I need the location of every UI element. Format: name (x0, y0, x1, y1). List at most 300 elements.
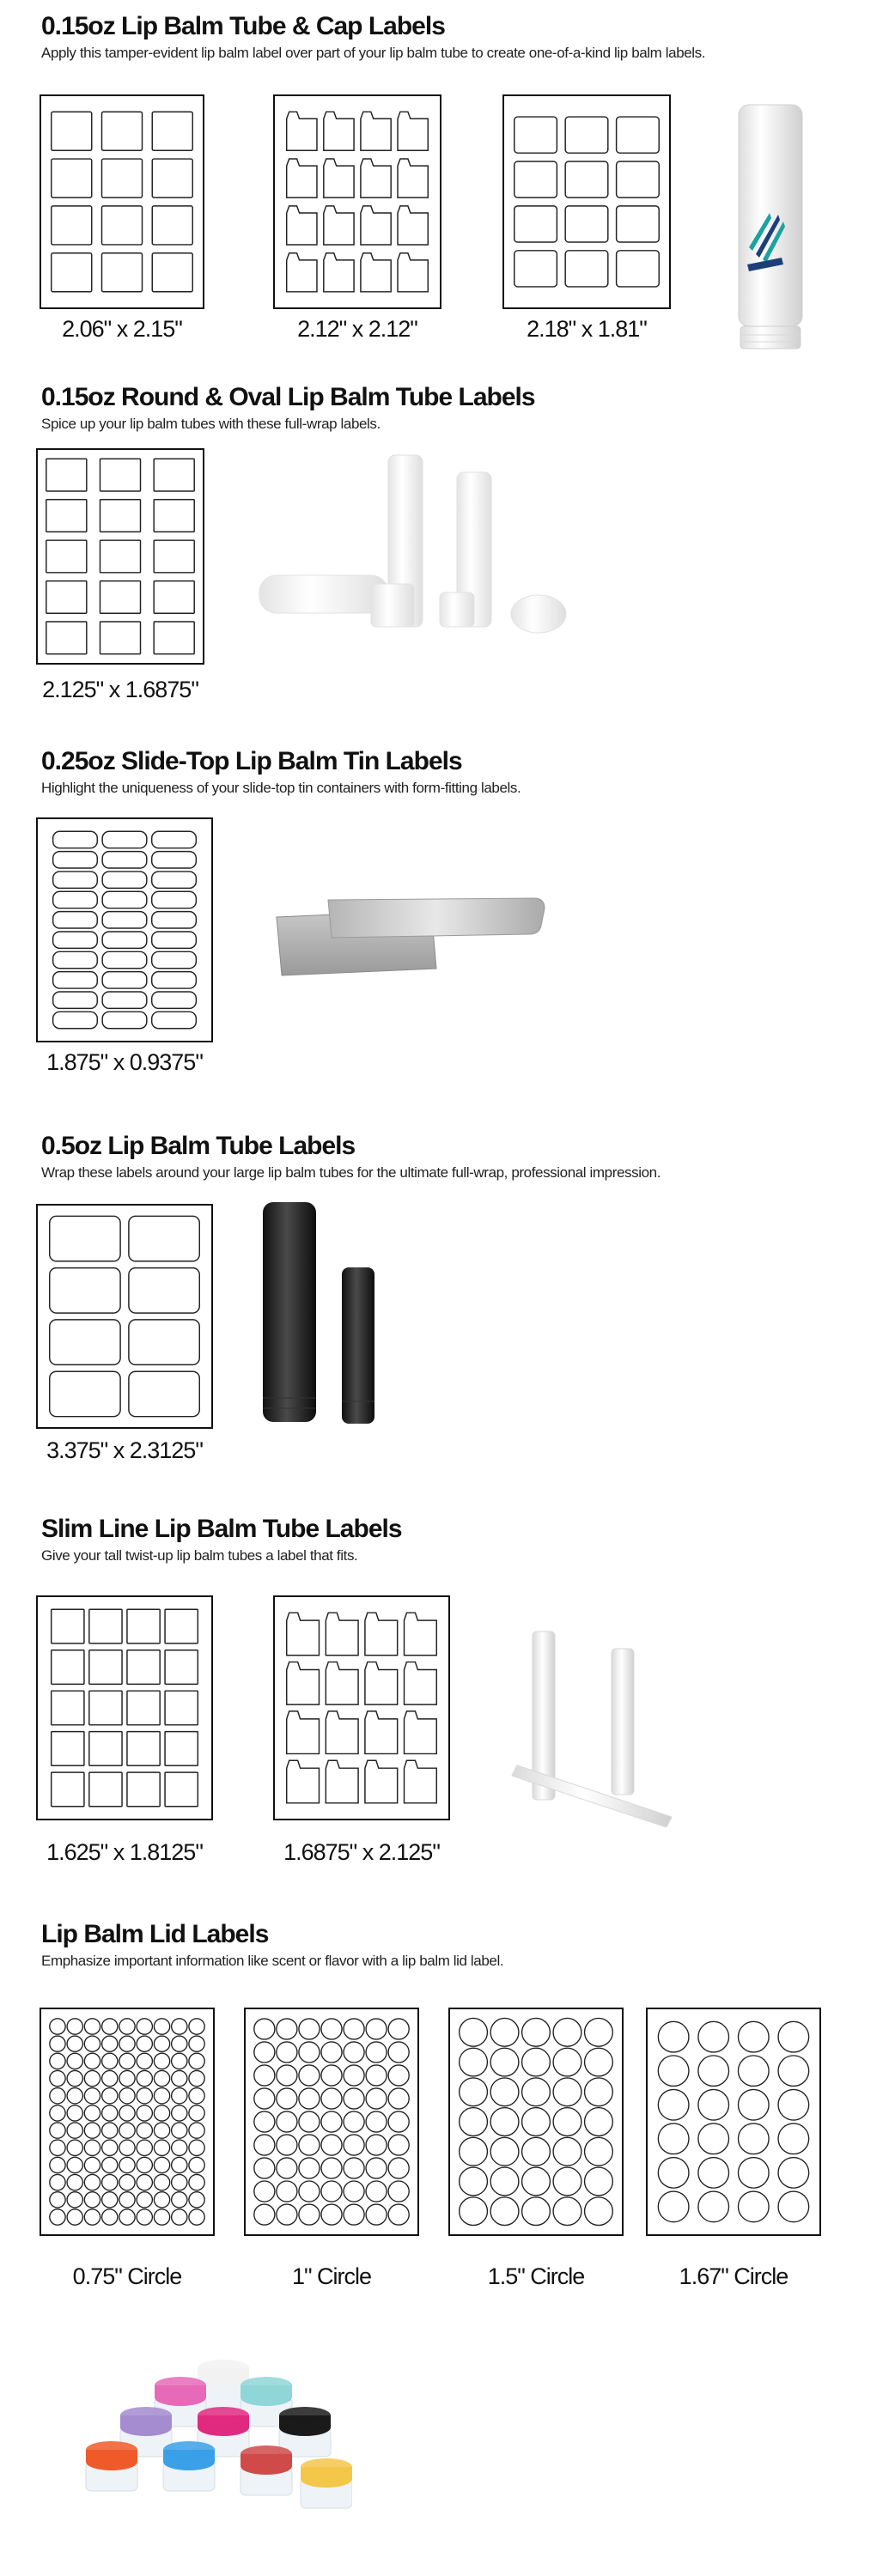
label-cell (100, 540, 140, 573)
label-cell (778, 2191, 809, 2222)
label-cell (84, 2088, 100, 2104)
label-cell (522, 2078, 551, 2106)
label-cell (154, 581, 194, 614)
label-cell (698, 2191, 729, 2222)
label-sheet-2.18x1.81 (502, 94, 671, 309)
section-slim-line (41, 1515, 866, 1564)
label-cell (277, 2019, 297, 2039)
label-cell (405, 1711, 437, 1754)
label-cell (388, 2135, 409, 2155)
label-cell (154, 2123, 169, 2138)
label-cell (189, 2105, 204, 2121)
label-cell (154, 2019, 169, 2034)
label-cell (137, 2192, 152, 2208)
label-cell (154, 2140, 169, 2155)
label-cell (287, 1760, 320, 1803)
label-cell (490, 2078, 519, 2106)
label-cell (102, 112, 143, 150)
section-description: Highlight the uniqueness of your slide-top tin containers with form-fitting labels. (41, 780, 521, 796)
label-sheet-2.125x1.6875 (36, 448, 204, 665)
label-cell (84, 2019, 100, 2034)
label-cell (102, 831, 147, 848)
label-cell (102, 2036, 118, 2051)
label-cell (53, 951, 98, 968)
label-cell (50, 2123, 65, 2138)
label-cell (102, 159, 143, 197)
label-cell (490, 2048, 519, 2076)
label-cell (165, 1732, 198, 1766)
white-lip-balm-tubes-image (242, 447, 586, 644)
label-cell (254, 2204, 275, 2225)
label-cell (287, 112, 317, 150)
label-cell (67, 2036, 82, 2051)
label-cell (154, 2209, 169, 2225)
label-cell (585, 2078, 613, 2106)
label-cell (53, 932, 98, 948)
label-cell (321, 2065, 342, 2086)
label-cell (698, 2123, 729, 2154)
label-cell (321, 2204, 342, 2225)
label-cell (52, 253, 92, 292)
label-sheet-1.67-circle (646, 2008, 821, 2236)
label-cell (324, 206, 354, 245)
label-cell (84, 2053, 100, 2069)
size-caption: 1.67" Circle (679, 2263, 788, 2289)
label-cell (490, 2167, 519, 2196)
label-cell (154, 2070, 169, 2086)
label-cell (658, 2056, 689, 2087)
label-cell (154, 622, 194, 654)
label-cell (89, 1650, 122, 1685)
label-cell (50, 2140, 65, 2155)
label-cell (154, 2088, 169, 2104)
label-cell (287, 159, 317, 197)
label-cell (344, 2158, 364, 2178)
label-cell (738, 2089, 769, 2120)
label-cell (344, 2135, 364, 2155)
label-cell (522, 2137, 551, 2166)
label-cell (172, 2019, 187, 2034)
label-cell (366, 2111, 387, 2132)
label-cell (321, 2158, 342, 2178)
label-cell (152, 831, 197, 848)
label-cell (324, 253, 354, 292)
section-description: Wrap these labels around your large lip balm tubes for the ultimate full-wrap, professional impression. (41, 1164, 661, 1181)
label-cell (137, 2019, 152, 2034)
label-cell (366, 2065, 387, 2086)
label-cell (53, 972, 98, 988)
label-cell (698, 2089, 729, 2120)
label-cell (46, 581, 87, 614)
label-cell (344, 2065, 364, 2086)
jar (240, 2445, 292, 2495)
label-cell (52, 1609, 84, 1643)
label-cell (778, 2056, 809, 2087)
label-cell (46, 540, 87, 573)
label-cell (84, 2209, 100, 2225)
label-cell (189, 2088, 204, 2104)
label-cell (102, 2140, 118, 2155)
label-cell (460, 2167, 488, 2196)
label-cell (152, 992, 197, 1008)
label-cell (67, 2123, 82, 2138)
label-cell (172, 2088, 187, 2104)
label-cell (152, 932, 197, 948)
label-cell (189, 2157, 204, 2172)
label-cell (129, 1216, 199, 1261)
label-cell (137, 2209, 152, 2225)
label-cell (100, 581, 140, 614)
label-cell (119, 2036, 135, 2051)
label-cell (67, 2174, 82, 2190)
label-cell (189, 2140, 204, 2155)
label-cell (585, 2167, 613, 2196)
label-cell (189, 2209, 204, 2225)
label-cell (366, 2181, 387, 2202)
label-cell (100, 500, 140, 532)
label-cell (189, 2036, 204, 2051)
label-cell (326, 1613, 358, 1656)
label-cell (172, 2123, 187, 2138)
label-cell (50, 1216, 120, 1261)
section-description: Emphasize important information like scent or flavor with a lip balm lid label. (41, 1953, 504, 1969)
label-cell (365, 1760, 398, 1803)
label-cell (119, 2174, 135, 2190)
label-cell (585, 2108, 613, 2136)
label-cell (172, 2036, 187, 2051)
label-cell (152, 253, 192, 292)
label-cell (344, 2181, 364, 2202)
label-cell (658, 2123, 689, 2154)
label-cell (67, 2088, 82, 2104)
label-cell (344, 2042, 364, 2063)
label-cell (154, 540, 194, 573)
label-cell (172, 2209, 187, 2225)
label-cell (460, 2078, 488, 2106)
label-cell (254, 2135, 275, 2155)
label-cell (344, 2088, 364, 2109)
label-cell (119, 2123, 135, 2138)
label-cell (172, 2140, 187, 2155)
label-cell (321, 2042, 342, 2063)
label-cell (460, 2197, 488, 2226)
label-cell (102, 2070, 118, 2086)
section-description: Apply this tamper-evident lip balm label over part of your lip balm tube to create one-of-a-kind lip balm labels. (41, 45, 706, 61)
size-caption: 2.125" x 1.6875" (42, 677, 198, 702)
label-cell (522, 2197, 551, 2226)
label-sheet-1.625x1.8125 (36, 1595, 213, 1820)
label-cell (102, 1012, 147, 1028)
label-sheet-1.875x0.9375 (36, 817, 213, 1042)
label-cell (287, 253, 317, 292)
label-cell (165, 1609, 198, 1643)
label-cell (119, 2192, 135, 2208)
label-cell (398, 159, 428, 197)
label-cell (50, 2157, 65, 2172)
label-cell (299, 2019, 320, 2039)
label-cell (287, 1711, 320, 1754)
label-cell (84, 2157, 100, 2172)
label-cell (361, 112, 391, 150)
label-cell (405, 1760, 437, 1803)
label-cell (490, 2197, 519, 2226)
label-cell (67, 2209, 82, 2225)
label-cell (84, 2140, 100, 2155)
label-sheet-2.12x2.12 (273, 94, 441, 309)
label-cell (172, 2174, 187, 2190)
label-cell (53, 831, 98, 848)
label-cell (299, 2204, 320, 2225)
label-cell (67, 2192, 82, 2208)
label-cell (658, 2021, 689, 2052)
label-cell (585, 2137, 613, 2166)
label-cell (53, 912, 98, 928)
label-cell (344, 2204, 364, 2225)
label-cell (119, 2070, 135, 2086)
label-cell (119, 2105, 135, 2121)
label-cell (738, 2123, 769, 2154)
label-cell (172, 2105, 187, 2121)
label-sheet-3.375x2.3125 (36, 1204, 213, 1429)
label-cell (137, 2123, 152, 2138)
label-cell (102, 253, 143, 292)
section-half-oz-tube (41, 1132, 866, 1182)
label-cell (172, 2192, 187, 2208)
label-cell (460, 2108, 488, 2136)
label-cell (127, 1691, 160, 1725)
label-cell (299, 2135, 320, 2155)
label-cell (102, 852, 147, 868)
label-cell (127, 1732, 160, 1766)
label-cell (89, 1609, 122, 1643)
label-cell (50, 2088, 65, 2104)
label-cell (53, 872, 98, 888)
label-cell (388, 2158, 409, 2178)
label-sheet-2.06x2.15 (40, 94, 204, 309)
label-cell (299, 2065, 320, 2086)
label-cell (388, 2065, 409, 2086)
label-cell (102, 972, 147, 988)
section-round-oval (41, 383, 866, 433)
label-cell (137, 2140, 152, 2155)
label-cell (565, 251, 608, 287)
label-cell (67, 2140, 82, 2155)
label-cell (698, 2158, 729, 2189)
label-cell (67, 2105, 82, 2121)
size-caption: 0.75" Circle (72, 2263, 182, 2289)
label-cell (50, 1320, 120, 1364)
label-cell (326, 1760, 358, 1803)
label-cell (698, 2021, 729, 2052)
jar (86, 2441, 137, 2491)
label-sheet-1-circle (244, 2008, 419, 2236)
label-cell (84, 2123, 100, 2138)
label-cell (53, 992, 98, 1008)
label-cell (553, 2197, 581, 2226)
label-cell (565, 206, 608, 242)
label-cell (287, 1662, 320, 1705)
label-cell (398, 253, 428, 292)
slide-top-tin-image (268, 891, 548, 994)
section-title: Slim Line Lip Balm Tube Labels (41, 1515, 402, 1543)
label-cell (344, 2019, 364, 2039)
label-cell (119, 2053, 135, 2069)
label-cell (738, 2056, 769, 2087)
label-cell (617, 251, 660, 287)
label-cell (460, 2137, 488, 2166)
label-cell (565, 161, 608, 197)
label-cell (102, 206, 143, 245)
label-cell (514, 161, 557, 197)
section-description: Give your tall twist-up lip balm tubes a label that fits. (41, 1547, 358, 1564)
label-cell (617, 117, 660, 153)
label-cell (189, 2123, 204, 2138)
label-cell (52, 159, 92, 197)
label-cell (165, 1691, 198, 1725)
label-cell (658, 2158, 689, 2189)
label-cell (388, 2019, 409, 2039)
section-lid-labels (41, 1920, 866, 1970)
label-cell (127, 1650, 160, 1685)
label-cell (102, 2123, 118, 2138)
label-cell (277, 2158, 297, 2178)
label-cell (778, 2158, 809, 2189)
label-cell (189, 2070, 204, 2086)
label-cell (119, 2088, 135, 2104)
label-cell (553, 2137, 581, 2166)
label-cell (129, 1268, 199, 1313)
label-cell (102, 2105, 118, 2121)
label-cell (67, 2157, 82, 2172)
label-cell (102, 992, 147, 1008)
label-cell (67, 2070, 82, 2086)
slim-white-tubes-image (500, 1628, 680, 1827)
label-cell (388, 2111, 409, 2132)
label-cell (324, 159, 354, 197)
size-caption: 2.12" x 2.12" (297, 316, 417, 342)
label-cell (102, 2019, 118, 2034)
label-cell (67, 2019, 82, 2034)
size-caption: 1.6875" x 2.125" (283, 1839, 440, 1865)
label-cell (522, 2048, 551, 2076)
label-cell (254, 2019, 275, 2039)
label-cell (165, 1650, 198, 1685)
label-cell (287, 206, 317, 245)
section-title: Lip Balm Lid Labels (41, 1920, 269, 1948)
label-cell (254, 2158, 275, 2178)
label-cell (553, 2167, 581, 2196)
label-cell (514, 117, 557, 153)
label-cell (617, 161, 660, 197)
label-cell (344, 2111, 364, 2132)
label-cell (299, 2158, 320, 2178)
label-cell (366, 2204, 387, 2225)
label-cell (52, 206, 92, 245)
label-cell (287, 1613, 320, 1656)
label-cell (321, 2019, 342, 2039)
label-cell (137, 2174, 152, 2190)
section-tube-cap (41, 12, 866, 62)
label-cell (398, 112, 428, 150)
label-cell (102, 2088, 118, 2104)
label-cell (152, 206, 192, 245)
label-cell (154, 2053, 169, 2069)
label-cell (553, 2018, 581, 2046)
label-cell (388, 2204, 409, 2225)
colorful-lip-balm-jars-image (69, 2344, 352, 2550)
label-cell (102, 951, 147, 968)
label-cell (50, 2192, 65, 2208)
label-cell (405, 1662, 437, 1705)
label-cell (50, 1268, 120, 1313)
label-cell (154, 2192, 169, 2208)
label-cell (67, 2053, 82, 2069)
label-cell (778, 2123, 809, 2154)
label-cell (299, 2111, 320, 2132)
label-cell (84, 2174, 100, 2190)
label-cell (565, 117, 608, 153)
label-cell (102, 2192, 118, 2208)
label-cell (53, 1012, 98, 1028)
label-cell (585, 2018, 613, 2046)
label-cell (321, 2181, 342, 2202)
label-cell (102, 932, 147, 948)
label-cell (366, 2135, 387, 2155)
label-cell (778, 2089, 809, 2120)
label-cell (361, 253, 391, 292)
label-cell (738, 2158, 769, 2189)
label-cell (254, 2111, 275, 2132)
label-cell (617, 206, 660, 242)
label-cell (154, 500, 194, 532)
label-cell (254, 2181, 275, 2202)
label-cell (50, 2174, 65, 2190)
label-cell (50, 1371, 120, 1416)
label-cell (89, 1691, 122, 1725)
label-cell (152, 1012, 197, 1028)
label-cell (321, 2135, 342, 2155)
label-cell (277, 2042, 297, 2063)
label-cell (490, 2137, 519, 2166)
label-cell (100, 459, 140, 491)
label-cell (152, 972, 197, 988)
label-cell (460, 2018, 488, 2046)
size-caption: 3.375" x 2.3125" (46, 1437, 203, 1463)
label-cell (490, 2018, 519, 2046)
label-cell (119, 2140, 135, 2155)
label-cell (388, 2042, 409, 2063)
label-cell (137, 2053, 152, 2069)
label-cell (154, 2174, 169, 2190)
label-cell (152, 112, 192, 150)
label-cell (52, 1691, 84, 1725)
label-cell (366, 2042, 387, 2063)
section-title: 0.15oz Lip Balm Tube & Cap Labels (41, 12, 445, 40)
label-cell (553, 2108, 581, 2136)
label-cell (365, 1613, 398, 1656)
label-cell (553, 2078, 581, 2106)
label-cell (405, 1613, 437, 1656)
size-caption: 1.5" Circle (487, 2263, 585, 2289)
label-cell (299, 2088, 320, 2109)
label-cell (299, 2042, 320, 2063)
label-cell (277, 2135, 297, 2155)
label-cell (321, 2111, 342, 2132)
label-cell (553, 2048, 581, 2076)
label-cell (50, 2053, 65, 2069)
label-cell (84, 2192, 100, 2208)
label-cell (189, 2192, 204, 2208)
